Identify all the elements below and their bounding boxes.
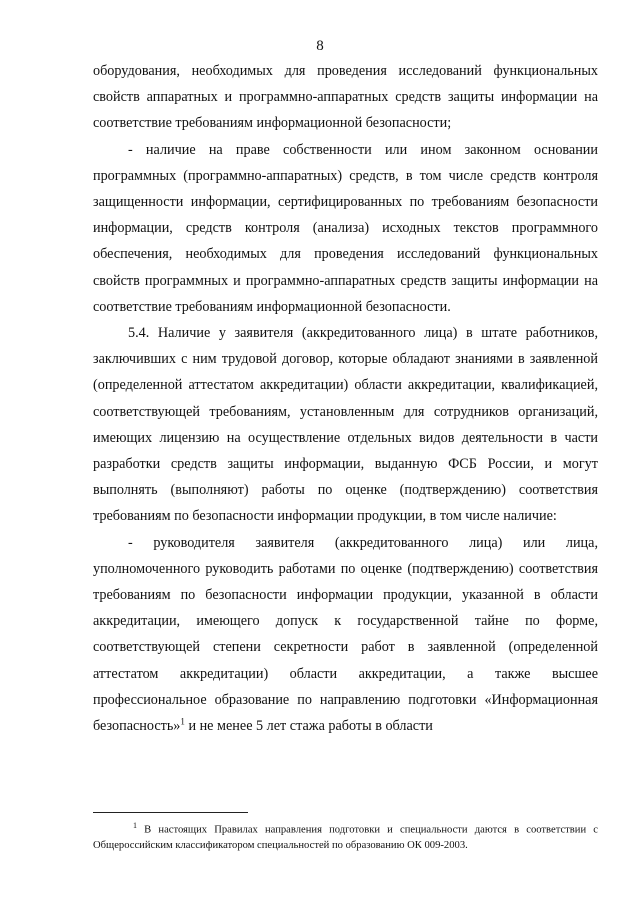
paragraph-4-text: - руководителя заявителя (аккредитованного лица) или лица, уполномоченного руководить работами по оценке (подтверждению) соответствия требованиям по безопасности информации продукции, указанной в области аккредитации, имеющего допуск к государственной тайне по форме, соответствующей степени секретности работ в заявленной (определенной аттестатом аккредитации) области аккредитации, а также высшее профессиональное образование по направлению подготовки «Информационная безопасность» (93, 534, 598, 735)
paragraph-4 (93, 530, 598, 740)
footnote-marker: 1 (133, 821, 137, 830)
footnote (93, 818, 598, 853)
footnote-text: В настоящих Правилах направления подготовки и специальности даются в соответствии с Общероссийским классификатором специальностей по образованию ОК 009-2003. (93, 824, 598, 851)
footnote-reference: 1 (180, 716, 185, 727)
paragraph-4-text-after: и не менее 5 лет стажа работы в области (184, 718, 433, 735)
paragraph-3: 5.4. Наличие у заявителя (аккредитованного лица) в штате работников, заключивших с ним трудовой договор, которые обладают знаниями в заявленной (определенной аттестатом аккредитации) области аккредитации, квалификацией, соответствующей требованиям, установленным для сотрудников организаций, имеющих лицензию на осуществление отдельных видов деятельности в части разработки средств защиты информации, выданную ФСБ России, и могут выполнять (выполняют) работы по оценке (подтверждению) соответствия требованиям по безопасности информации продукции, в том числе наличие: (93, 325, 598, 525)
paragraph-1: оборудования, необходимых для проведения исследований функциональных свойств аппаратных и программно-аппаратных средств защиты информации на соответствие требованиям информационной безопасности; (93, 63, 598, 132)
page-number: 8 (316, 38, 324, 54)
footnote-divider (93, 812, 248, 813)
paragraph-2: - наличие на праве собственности или ином законном основании программных (программно-аппаратных) средств, в том числе средств контроля защищенности информации, сертифицированных по требованиям безопасности информации, средств контроля (анализа) исходных текстов программного обеспечения, необходимых для проведения исследований функциональных свойств программных и программно-аппаратных средств защиты информации на соответствие требованиям информационной безопасности. (93, 141, 598, 315)
body-text (93, 58, 598, 739)
